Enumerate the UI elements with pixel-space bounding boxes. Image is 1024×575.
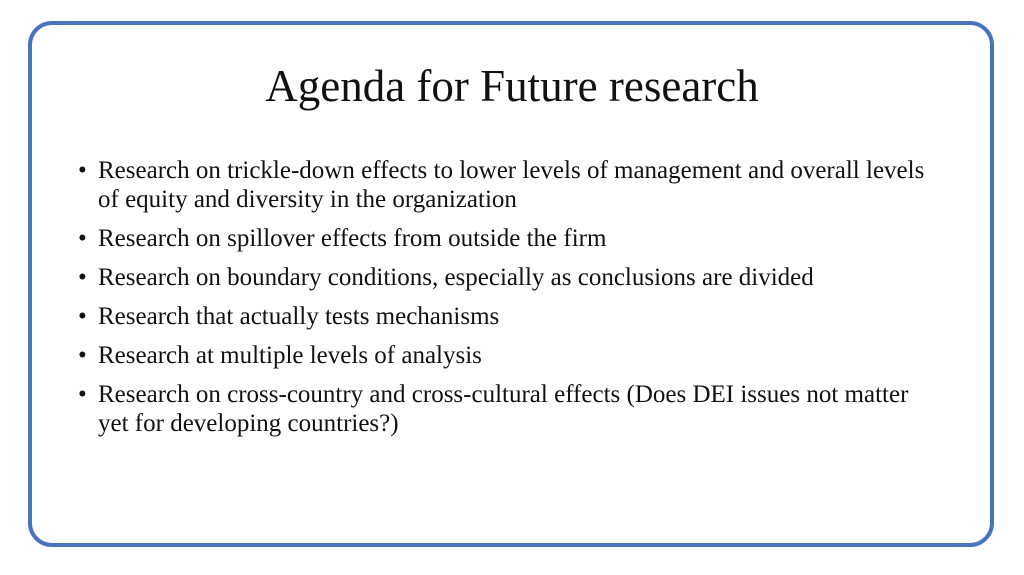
bullet-text: Research at multiple levels of analysis	[98, 342, 482, 369]
slide-title: Agenda for Future research	[265, 61, 759, 111]
bullet-marker: •	[78, 264, 87, 291]
bullet-text: Research on cross-country and cross-cultural effects (Does DEI issues not matter yet for developing countries?)	[98, 381, 909, 437]
bullet-marker: •	[78, 225, 87, 252]
bullet-marker: •	[78, 381, 87, 408]
bullet-item	[78, 380, 938, 438]
bullet-item	[78, 263, 938, 292]
bullet-text: Research that actually tests mechanisms	[98, 303, 500, 330]
bullet-text: Research on trickle-down effects to lower levels of management and overall levels of equity and diversity in the organization	[98, 157, 925, 213]
bullet-text: Research on boundary conditions, especially as conclusions are divided	[98, 264, 814, 291]
bullet-item	[78, 156, 938, 214]
bullet-marker: •	[78, 157, 87, 184]
bullet-item	[78, 224, 938, 253]
bullet-item	[78, 302, 938, 331]
bullet-marker: •	[78, 303, 87, 330]
bullet-list	[78, 156, 938, 448]
bullet-text: Research on spillover effects from outside the firm	[98, 225, 607, 252]
bullet-marker: •	[78, 342, 87, 369]
bullet-item	[78, 341, 938, 370]
